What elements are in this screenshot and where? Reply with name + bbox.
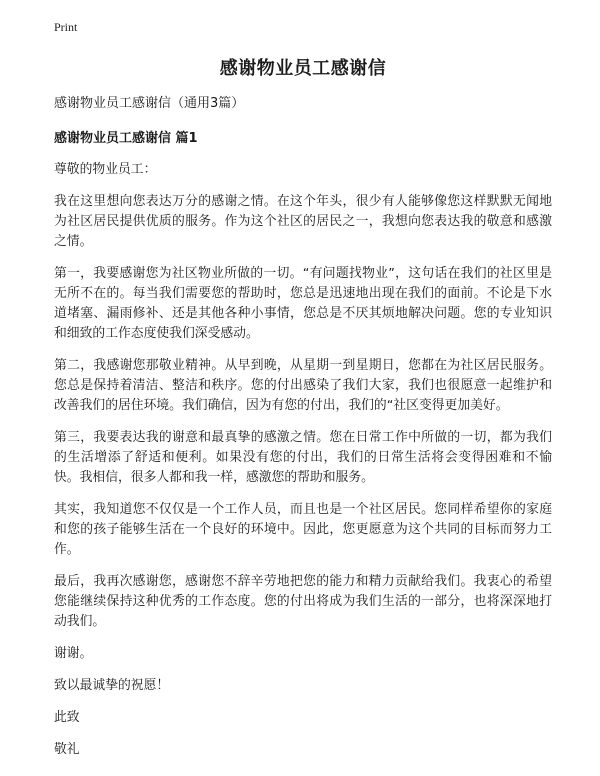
document-subtitle: 感谢物业员工感谢信（通用3篇） xyxy=(54,96,245,111)
closing-jing-li: 敬礼 xyxy=(54,742,80,757)
salutation: 尊敬的物业员工： xyxy=(54,162,157,177)
closing-ci-zhi: 此致 xyxy=(54,710,80,725)
paragraph-closing: 最后，我再次感谢您，感谢您不辞辛劳地把您的能力和精力贡献给我们。我衷心的希望您能继续保持这种优秀的工作态度。您的付出将成为我们生活的一部分，也将深深地打动我们。 xyxy=(54,574,552,629)
paragraph-second: 第二，我感谢您那敬业精神。从早到晚，从星期一到星期日，您都在为社区居民服务。您总是保持着清洁、整洁和秩序。您的付出感染了我们大家，我们也很愿意一起维护和改善我们的居住环境。我们确信，因为有您的付出，我们的“社区变得更加美好。 xyxy=(54,358,552,413)
document-title: 感谢物业员工感谢信 xyxy=(219,58,387,79)
section-heading: 感谢物业员工感谢信 篇1 xyxy=(54,131,198,146)
paragraph-resident: 其实，我知道您不仅仅是一个工作人员，而且也是一个社区居民。您同样希望你的家庭和您的孩子能够生活在一个良好的环境中。因此，您更愿意为这个共同的目标而努力工作。 xyxy=(54,502,552,557)
wishes-line: 致以最诚挚的祝愿！ xyxy=(54,678,170,693)
paragraph-first: 第一，我要感谢您为社区物业所做的一切。“有问题找物业”，这句话在我们的社区里是无所不在的。每当我们需要您的帮助时，您总是迅速地出现在我们的面前。不论是下水道堵塞、漏雨修补、还是其他各种小事情，您总是不厌其烦地解决问题。您的专业知识和细致的工作态度使我们深受感动。 xyxy=(54,266,552,341)
paragraph-third: 第三，我要表达我的谢意和最真挚的感激之情。您在日常工作中所做的一切，都为我们的生活增添了舒适和便利。如果没有您的付出，我们的日常生活将会变得困难和不愉快。我相信，很多人都和我一样，感激您的帮助和服务。 xyxy=(54,430,552,485)
paragraph-intro: 我在这里想向您表达万分的感谢之情。在这个年头，很少有人能够像您这样默默无闻地为社区居民提供优质的服务。作为这个社区的居民之一，我想向您表达我的敬意和感激之情。 xyxy=(54,194,552,249)
print-link[interactable]: Print xyxy=(54,20,78,34)
document-body xyxy=(54,54,552,772)
thanks-line: 谢谢。 xyxy=(54,646,93,661)
